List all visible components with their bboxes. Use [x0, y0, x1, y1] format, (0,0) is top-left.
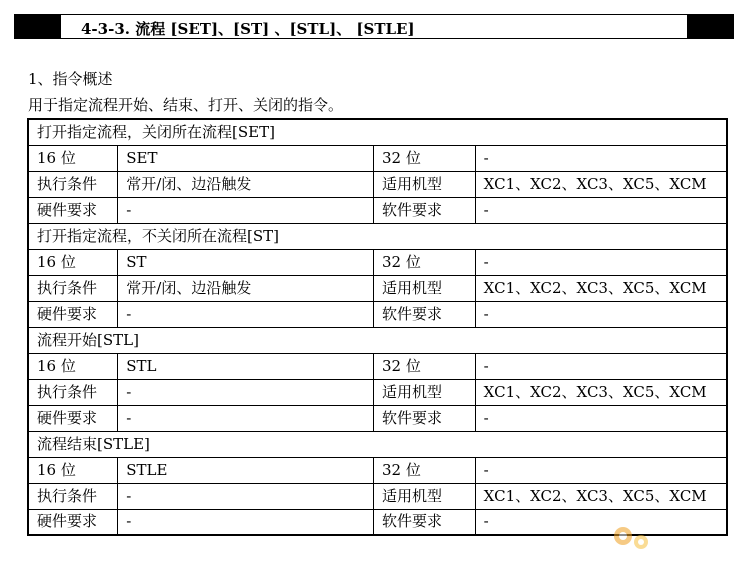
cell-label: 执行条件	[28, 483, 118, 509]
overview-heading: 1、指令概述	[28, 70, 113, 88]
cell-label: 16 位	[28, 249, 118, 275]
cell-value: -	[118, 379, 374, 405]
cell-label: 16 位	[28, 353, 118, 379]
requirement-row	[28, 405, 727, 431]
cell-label: 适用机型	[374, 171, 476, 197]
cell-label: 软件要求	[374, 405, 476, 431]
cell-value: -	[475, 405, 727, 431]
cell-value: -	[118, 301, 374, 327]
title-bar-right-block	[687, 15, 733, 38]
cell-label: 适用机型	[374, 275, 476, 301]
cell-value: -	[475, 353, 727, 379]
cell-value: -	[475, 509, 727, 535]
cell-label: 适用机型	[374, 379, 476, 405]
bit16-row	[28, 249, 727, 275]
group-title: 流程开始[STL]	[28, 327, 727, 353]
condition-row	[28, 379, 727, 405]
cell-label: 32 位	[374, 457, 476, 483]
condition-row	[28, 171, 727, 197]
condition-row	[28, 275, 727, 301]
cell-label: 硬件要求	[28, 197, 118, 223]
cell-value: -	[475, 457, 727, 483]
cell-label: 硬件要求	[28, 509, 118, 535]
cell-label: 适用机型	[374, 483, 476, 509]
group-title-row	[28, 119, 727, 145]
cell-value: -	[118, 197, 374, 223]
cell-value: SET	[118, 145, 374, 171]
cell-value: -	[118, 483, 374, 509]
bit16-row	[28, 145, 727, 171]
group-title: 流程结束[STLE]	[28, 431, 727, 457]
condition-row	[28, 483, 727, 509]
cell-label: 软件要求	[374, 197, 476, 223]
bit16-row	[28, 457, 727, 483]
overview-description: 用于指定流程开始、结束、打开、关闭的指令。	[28, 96, 344, 114]
cell-value: XC1、XC2、XC3、XC5、XCM	[475, 171, 727, 197]
cell-label: 16 位	[28, 457, 118, 483]
cell-label: 执行条件	[28, 275, 118, 301]
cell-label: 16 位	[28, 145, 118, 171]
group-title-row	[28, 223, 727, 249]
cell-value: -	[475, 249, 727, 275]
cell-label: 执行条件	[28, 379, 118, 405]
title-bar-left-block	[15, 15, 61, 38]
cell-label: 软件要求	[374, 509, 476, 535]
group-title: 打开指定流程，关闭所在流程[SET]	[28, 119, 727, 145]
cell-label: 软件要求	[374, 301, 476, 327]
cell-value: 常开/闭、边沿触发	[118, 171, 374, 197]
instruction-spec-table	[27, 118, 728, 536]
cell-value: -	[118, 405, 374, 431]
cell-value: XC1、XC2、XC3、XC5、XCM	[475, 379, 727, 405]
cell-value: 常开/闭、边沿触发	[118, 275, 374, 301]
gkong-watermark-logo	[607, 514, 735, 554]
cell-value: XC1、XC2、XC3、XC5、XCM	[475, 483, 727, 509]
group-title-row	[28, 327, 727, 353]
bit16-row	[28, 353, 727, 379]
group-title-row	[28, 431, 727, 457]
cell-value: ST	[118, 249, 374, 275]
section-title-bar	[14, 14, 734, 39]
section-title: 4-3-3. 流程 [SET]、[ST] 、[STL]、 [STLE]	[81, 20, 415, 38]
cell-value: XC1、XC2、XC3、XC5、XCM	[475, 275, 727, 301]
cell-label: 硬件要求	[28, 405, 118, 431]
cell-value: STLE	[118, 457, 374, 483]
cell-value: -	[475, 197, 727, 223]
cell-label: 执行条件	[28, 171, 118, 197]
requirement-row	[28, 197, 727, 223]
cell-value: -	[475, 145, 727, 171]
requirement-row	[28, 301, 727, 327]
cell-value: -	[118, 509, 374, 535]
cell-value: STL	[118, 353, 374, 379]
cell-label: 硬件要求	[28, 301, 118, 327]
cell-value: -	[475, 301, 727, 327]
cell-label: 32 位	[374, 353, 476, 379]
cell-label: 32 位	[374, 145, 476, 171]
group-title: 打开指定流程，不关闭所在流程[ST]	[28, 223, 727, 249]
cell-label: 32 位	[374, 249, 476, 275]
